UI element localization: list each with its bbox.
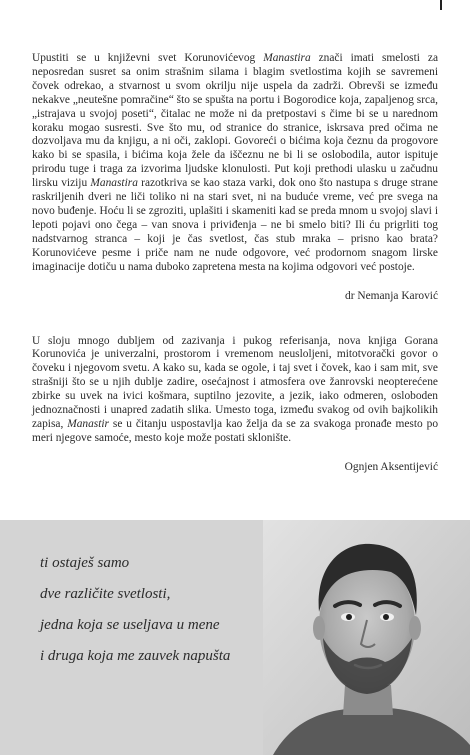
review-1-text-part-2: znači imati smelosti za neposredan susret sa onim strašnim silama i blagim svetlostima kojih se savremeni čovek odrekao, a stvarnost u svom okrilju nije uspela da zadrži. Obrevši se između nekakve „neutešne pomračine“ što se spušta na portu i Bogorodice koja, zapaljenog srca, „istrajava u svojoj poseti“, čitalac ne može ni da pretpostavi s čime bi se u narednom koraku mogao susresti. Sve što mu, od stranice do stranice, iskrsava pred očima ne dozvoljava mu da knjigu, a ni oči, zaklopi. Govoreći o bićima koja čeznu da progovore kako bi se spasila, i bićima koja žele da iščeznu ne bi li se oslobodila, autor ispituje prirodu tuge i traga za izvorima ljudske klonulosti. Put koji prethodi ulasku u začudnu lirsku viziju [32,52,438,190]
book-title-italic: Manastira [263,52,311,64]
back-cover-text [32,52,438,474]
poem-line: ti ostaješ samo [40,555,130,571]
poem-excerpt [40,548,270,672]
review-1-text-part-3: razotkriva se kao staza varki, dok ono što nastupa s druge strane raskriljenih dveri ne liči toliko ni na stari svet, ni na buduće vreme, već pre svega na novo buđenje. Hoću li se zgroziti, uplašiti i skameniti kad se preda mnom u svojoj slavi i lepoti pojavi ono čega – van snova i priviđenja – ne bi smelo biti? Ili ću prigrliti tog nadstvarnog stranca – koji je čas svetlost, čas stub mraka – prisno kao brata? Korunovićeve pesme i priče nam ne nude odgovore, već prodornom snagom lirske imaginacije dotiču u nama duboko zapretena mesta na kojima odgovori već postoje. [32,177,438,273]
poem-line: i druga koja me zauvek napušta [40,648,231,664]
poem-line: dve različite svetlosti, [40,586,171,602]
review-2-text-part-1: U sloju mnogo dubljem od zazivanja i pukog referisanja, nova knjiga Gorana Korunovića je univerzalni, prostorom i vremenom neusloljeni, mitotvorački govor o čoveku i njegovom svetu. A kako su, kada se ogole, i taj svet i čovek, kao i sam mit, sve strašniji što se u njih dublje zadire, osećajnost i atmosfera ove žanrovski neopterećene zbirke su uvek na ivici košmara, suptilno jezovite, a jezik, iako odmeren, osloboden jednoznačnosti i unapred zadatih slika. Umesto toga, između svakog od ovih bajkolikih zapisa, [32,334,438,430]
review-2-text-part-2: se u čitanju uspostavlja kao želja da se za svakoga pronađe mesto po meri njegove samoće, mesto koje može postati sklonište. [32,417,439,444]
book-title-italic: Manastir [67,417,109,430]
poem-line: jedna koja se useljava u mene [40,617,220,633]
crop-mark [440,0,442,10]
review-1-text-part-1: Upustiti se u književni svet Korunovićevog [32,52,264,64]
review-2-signature: Ognjen Aksentijević [344,460,438,473]
portrait-illustration [263,520,470,755]
review-paragraph-1 [32,52,438,275]
book-title-italic: Manastira [90,177,138,190]
poem-panel [0,520,470,755]
review-paragraph-2 [32,335,438,446]
review-1-signature: dr Nemanja Karović [345,289,438,302]
author-portrait-photo [263,520,470,755]
